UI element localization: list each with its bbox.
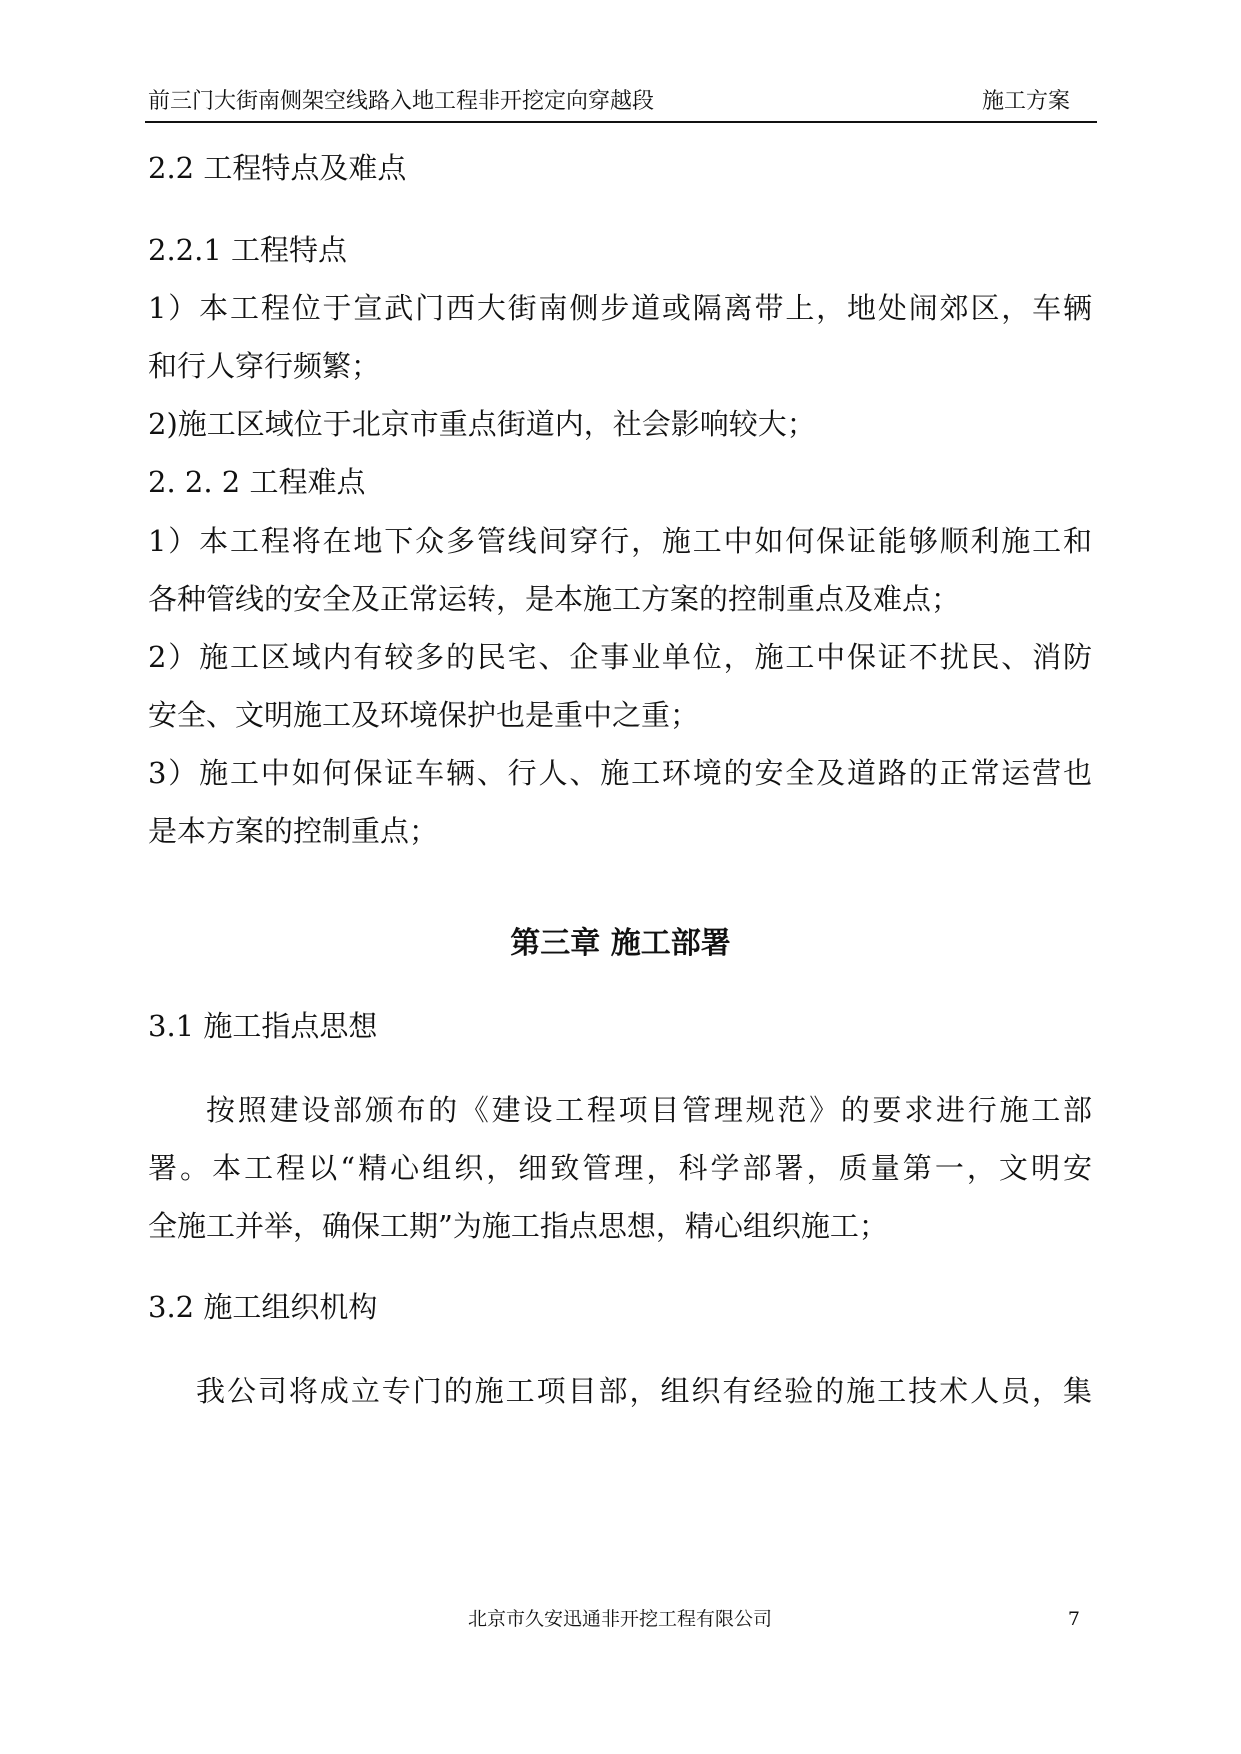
section-3-1-paragraph: [148, 1090, 1092, 1246]
feature-item-1-line-2: 和行人穿行频繁；: [148, 349, 381, 383]
difficulty-item-2: [148, 637, 1092, 735]
page-header: [148, 86, 1092, 118]
chapter-3-title: 第三章 施工部署: [510, 926, 731, 961]
section-3-1-line-2: 署。本工程以“精心组织，细致管理，科学部署，质量第一，文明安: [148, 1151, 1092, 1185]
difficulty-item-2-line-2: 安全、文明施工及环境保护也是重中之重；: [148, 698, 700, 732]
difficulty-item-1: [148, 521, 1092, 619]
feature-item-1: [148, 288, 1092, 386]
page-footer: [148, 1604, 1092, 1634]
header-title: 前三门大街南侧架空线路入地工程非开挖定向穿越段: [148, 89, 655, 114]
section-2-2-1-heading: 2.2.1 工程特点: [148, 233, 348, 267]
section-3-1-line-3: 全施工并举，确保工期”为施工指点思想，精心组织施工；: [148, 1209, 888, 1243]
header-divider: [145, 121, 1097, 123]
header-doc-type: 施工方案: [981, 89, 1070, 114]
difficulty-item-3: [148, 753, 1092, 851]
difficulty-item-3-line-2: 是本方案的控制重点；: [148, 814, 439, 848]
feature-item-1-line-1: 1）本工程位于宣武门西大街南侧步道或隔离带上，地处闹郊区，车辆: [148, 291, 1092, 325]
section-3-2-line-1: 我公司将成立专门的施工项目部，组织有经验的施工技术人员，集: [196, 1374, 1092, 1408]
section-3-2-paragraph: [148, 1371, 1092, 1411]
section-3-1-line-1: 按照建设部颁布的《建设工程项目管理规范》的要求进行施工部: [206, 1093, 1092, 1127]
difficulty-item-2-line-1: 2）施工区域内有较多的民宅、企事业单位，施工中保证不扰民、消防: [148, 640, 1092, 674]
difficulty-item-1-line-1: 1）本工程将在地下众多管线间穿行，施工中如何保证能够顺利施工和: [148, 524, 1092, 558]
footer-company: 北京市久安迅通非开挖工程有限公司: [467, 1608, 772, 1630]
section-3-2-heading: 3.2 施工组织机构: [148, 1290, 378, 1324]
feature-item-2: 2)施工区域位于北京市重点街道内，社会影响较大；: [148, 407, 816, 441]
section-2-2-2-heading: 2. 2. 2 工程难点: [148, 465, 366, 499]
section-3-1-heading: 3.1 施工指点思想: [148, 1009, 378, 1043]
section-2-2-heading: 2.2 工程特点及难点: [148, 151, 407, 185]
difficulty-item-1-line-2: 各种管线的安全及正常运转，是本施工方案的控制重点及难点；: [148, 582, 961, 616]
page-number: 7: [1067, 1608, 1080, 1630]
difficulty-item-3-line-1: 3）施工中如何保证车辆、行人、施工环境的安全及道路的正常运营也: [148, 756, 1092, 790]
